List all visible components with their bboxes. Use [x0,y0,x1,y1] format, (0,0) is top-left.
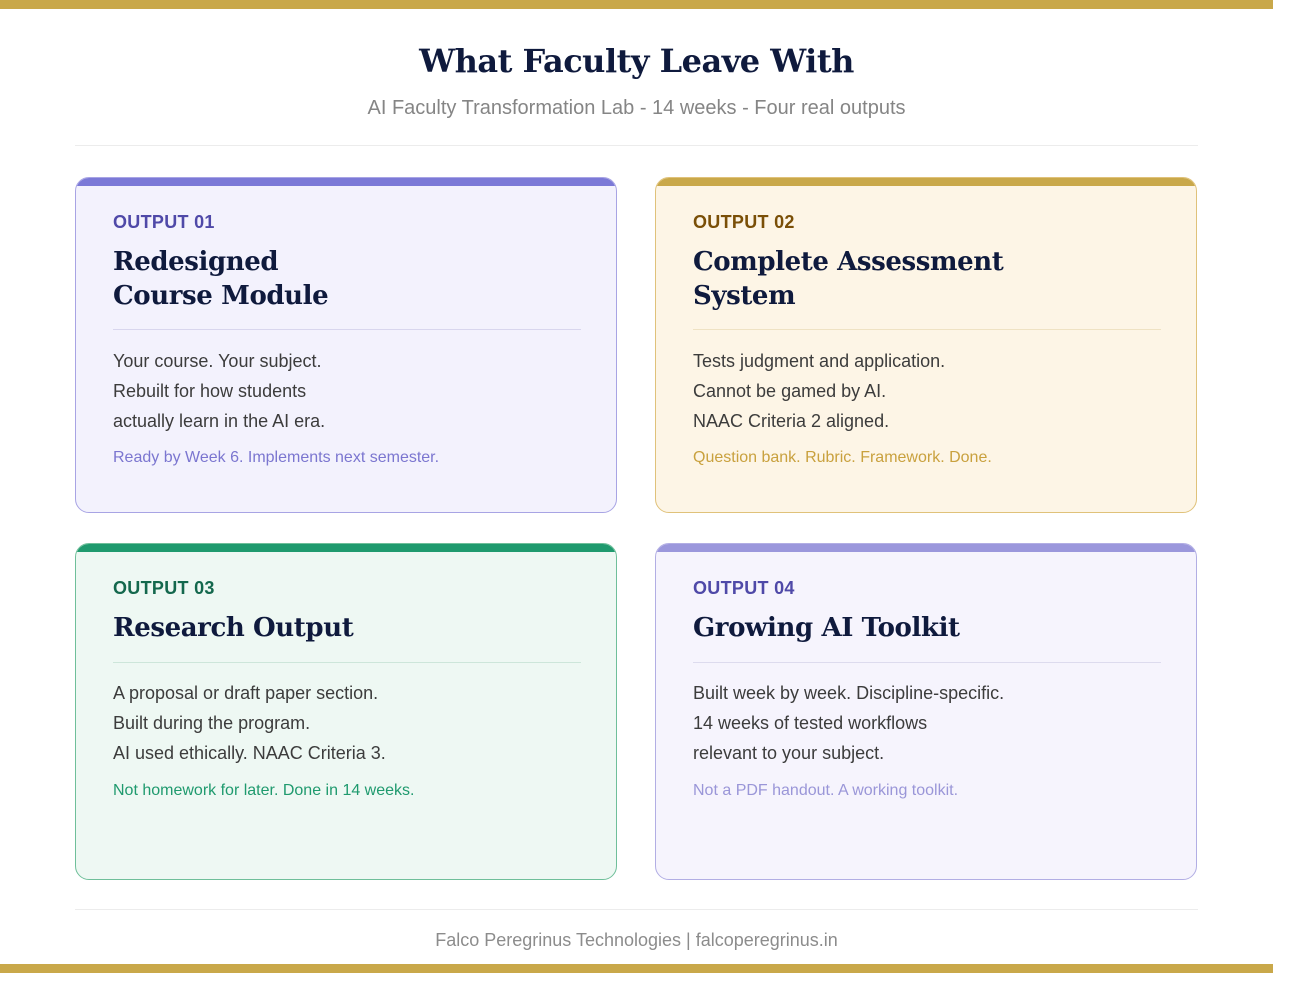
output-heading [693,245,1163,313]
description-line: actually learn in the AI era. [113,411,326,431]
output-card-1 [75,177,617,513]
description-line: 14 weeks of tested workflows [693,713,928,733]
output-note: Ready by Week 6. Implements next semester. [113,449,440,466]
card-accent-bar [656,178,1196,186]
output-heading [113,245,583,313]
page-title: What Faculty Leave With [419,42,854,80]
output-heading-line: Redesigned [113,247,279,277]
description-line: Tests judgment and application. [693,351,946,371]
output-heading-line: Research Output [113,613,354,643]
card-divider [693,662,1161,663]
description-line: Rebuilt for how students [113,381,307,401]
page-subtitle: AI Faculty Transformation Lab - 14 weeks - Four real outputs [367,97,906,119]
output-label: OUTPUT 02 [693,212,795,232]
description-line: NAAC Criteria 2 aligned. [693,411,890,431]
output-heading-line: Complete Assessment [693,247,1004,277]
description-line: Built week by week. Discipline-specific. [693,683,1005,703]
description-line: relevant to your subject. [693,743,885,763]
output-heading-line: System [693,281,796,311]
output-heading-line: Growing AI Toolkit [693,613,960,643]
output-card-2 [655,177,1197,513]
output-description [693,346,1163,436]
output-heading [693,611,1163,645]
output-note: Not a PDF handout. A working toolkit. [693,782,959,799]
output-heading [113,611,583,645]
description-line: Cannot be gamed by AI. [693,381,887,401]
output-card-4 [655,543,1197,880]
bottom-accent-bar [0,964,1273,973]
output-label: OUTPUT 04 [693,578,795,598]
card-accent-bar [76,178,616,186]
output-card-3 [75,543,617,880]
card-accent-bar [656,544,1196,552]
description-line: Your course. Your subject. [113,351,322,371]
card-divider [113,329,581,330]
top-accent-bar [0,0,1273,9]
output-description [113,346,583,436]
header-divider [75,145,1198,146]
output-description [113,678,583,768]
output-label: OUTPUT 03 [113,578,215,598]
output-note: Question bank. Rubric. Framework. Done. [693,449,992,466]
description-line: A proposal or draft paper section. [113,683,379,703]
description-line: AI used ethically. NAAC Criteria 3. [113,743,386,763]
footer-credit: Falco Peregrinus Technologies | falcoperegrinus.in [435,930,838,950]
output-label: OUTPUT 01 [113,212,215,232]
output-note: Not homework for later. Done in 14 weeks. [113,782,415,799]
card-divider [113,662,581,663]
description-line: Built during the program. [113,713,311,733]
footer-divider [75,909,1198,910]
card-accent-bar [76,544,616,552]
card-divider [693,329,1161,330]
output-description [693,678,1163,768]
output-heading-line: Course Module [113,281,329,311]
